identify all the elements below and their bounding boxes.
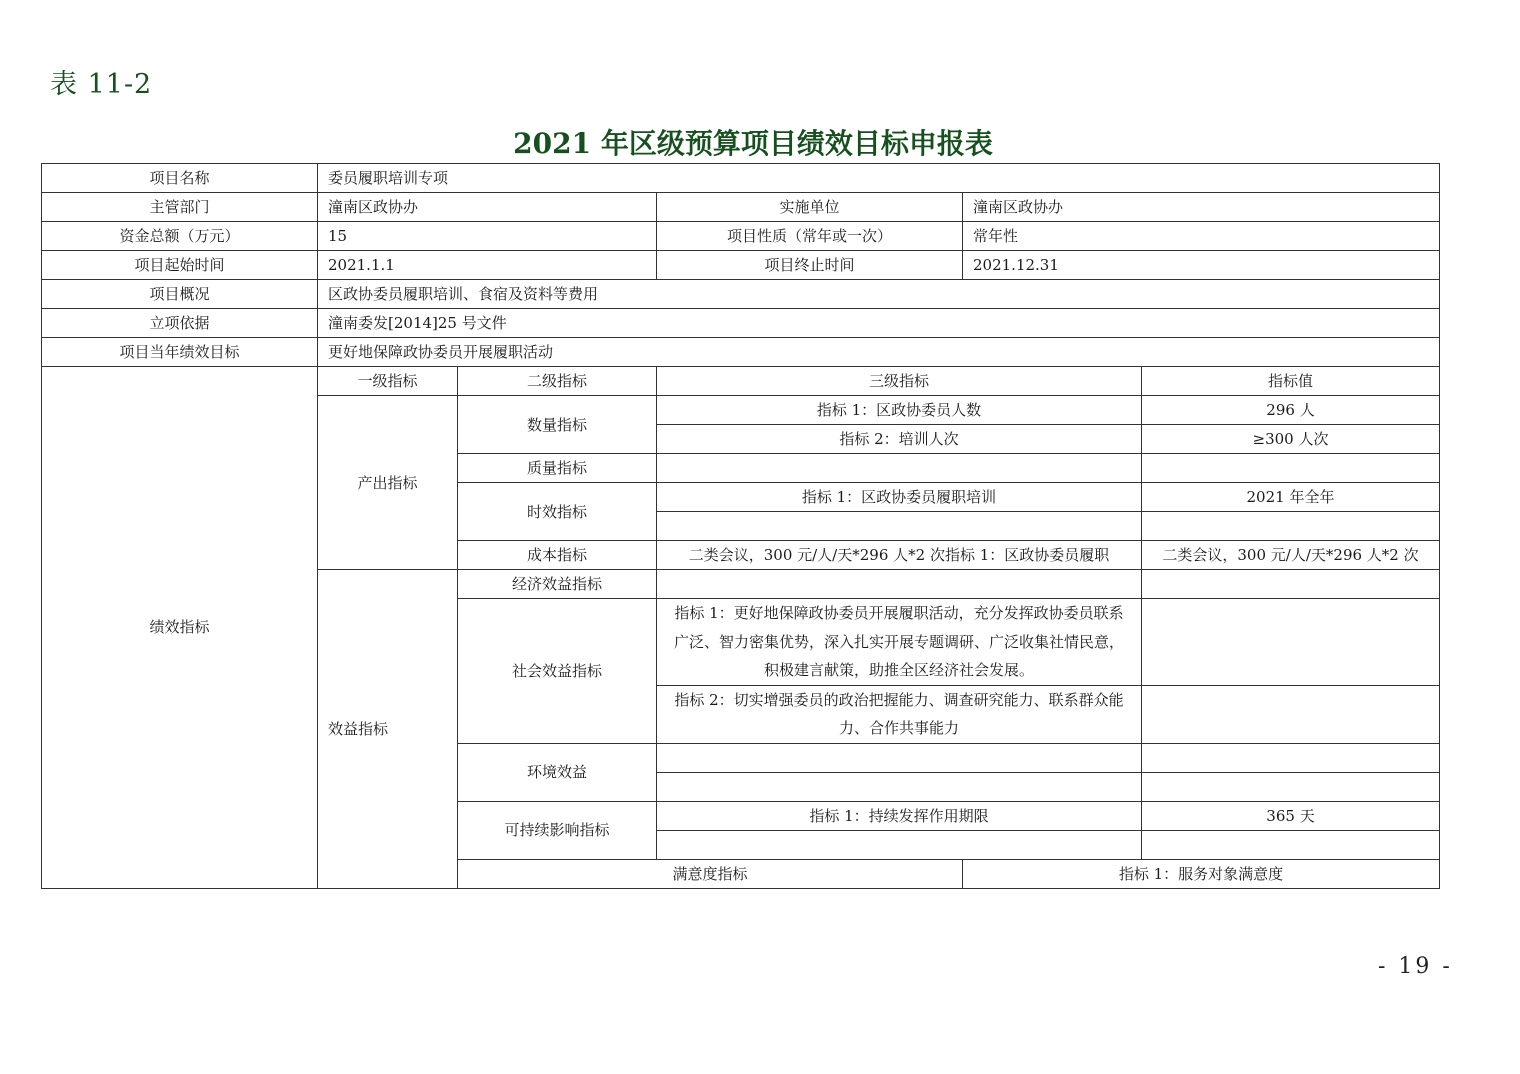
- dept-value: 潼南区政协办: [318, 193, 657, 222]
- end-label: 项目终止时间: [657, 251, 963, 280]
- nature-label: 项目性质（常年或一次）: [657, 222, 963, 251]
- document-title: 2021 年区级预算项目绩效目标申报表: [513, 127, 993, 160]
- quantity-value-1: 296 人: [1142, 396, 1440, 425]
- unit-label: 实施单位: [657, 193, 963, 222]
- sustain-label: 可持续影响指标: [458, 801, 657, 859]
- satisfaction-indicator: 指标 1：服务对象满意度: [963, 859, 1440, 888]
- unit-value: 潼南区政协办: [963, 193, 1440, 222]
- environment-indicator-2: [657, 772, 1142, 801]
- quality-value: [1142, 454, 1440, 483]
- header-level1: 一级指标: [318, 367, 458, 396]
- social-label: 社会效益指标: [458, 599, 657, 744]
- environment-indicator-1: [657, 743, 1142, 772]
- end-value: 2021.12.31: [963, 251, 1440, 280]
- perf-indicators-label: 绩效指标: [42, 367, 318, 889]
- page-number: - 19 -: [1378, 954, 1453, 979]
- cost-indicator: 二类会议，300 元/人/天*296 人*2 次指标 1：区政协委员履职: [657, 541, 1142, 570]
- project-name-label: 项目名称: [42, 164, 318, 193]
- cost-label: 成本指标: [458, 541, 657, 570]
- start-label: 项目起始时间: [42, 251, 318, 280]
- project-name-value: 委员履职培训专项: [318, 164, 1440, 193]
- quality-indicator: [657, 454, 1142, 483]
- timeliness-value-2: [1142, 512, 1440, 541]
- sustain-indicator-1: 指标 1：持续发挥作用期限: [657, 801, 1142, 830]
- satisfaction-label: 满意度指标: [458, 859, 963, 888]
- dept-label: 主管部门: [42, 193, 318, 222]
- sustain-value-2: [1142, 830, 1440, 859]
- social-indicator-1: 指标 1：更好地保障政协委员开展履职活动，充分发挥政协委员联系广泛、智力密集优势，深入扎实开展专题调研、广泛收集社情民意，积极建言献策，助推全区经济社会发展。: [657, 599, 1142, 686]
- timeliness-indicator-2: [657, 512, 1142, 541]
- quantity-indicator-1: 指标 1：区政协委员人数: [657, 396, 1142, 425]
- economic-value: [1142, 570, 1440, 599]
- table-number: 表 11-2: [50, 69, 153, 100]
- quality-label: 质量指标: [458, 454, 657, 483]
- social-value-2: [1142, 685, 1440, 743]
- goal-value: 更好地保障政协委员开展履职活动: [318, 338, 1440, 367]
- header-level2: 二级指标: [458, 367, 657, 396]
- environment-label: 环境效益: [458, 743, 657, 801]
- cost-value: 二类会议，300 元/人/天*296 人*2 次: [1142, 541, 1440, 570]
- nature-value: 常年性: [963, 222, 1440, 251]
- basis-value: 潼南委发[2014]25 号文件: [318, 309, 1440, 338]
- social-indicator-2: 指标 2：切实增强委员的政治把握能力、调查研究能力、联系群众能力、合作共事能力: [657, 685, 1142, 743]
- economic-label: 经济效益指标: [458, 570, 657, 599]
- benefit-indicators-label: 效益指标: [318, 570, 458, 889]
- output-indicators-label: 产出指标: [318, 396, 458, 570]
- social-value-1: [1142, 599, 1440, 686]
- fund-label: 资金总额（万元）: [42, 222, 318, 251]
- header-value: 指标值: [1142, 367, 1440, 396]
- timeliness-label: 时效指标: [458, 483, 657, 541]
- timeliness-value-1: 2021 年全年: [1142, 483, 1440, 512]
- quantity-label: 数量指标: [458, 396, 657, 454]
- sustain-value-1: 365 天: [1142, 801, 1440, 830]
- sustain-indicator-2: [657, 830, 1142, 859]
- quantity-value-2: ≥300 人次: [1142, 425, 1440, 454]
- header-level3: 三级指标: [657, 367, 1142, 396]
- economic-indicator: [657, 570, 1142, 599]
- fund-value: 15: [318, 222, 657, 251]
- environment-value-2: [1142, 772, 1440, 801]
- timeliness-indicator-1: 指标 1：区政协委员履职培训: [657, 483, 1142, 512]
- overview-label: 项目概况: [42, 280, 318, 309]
- overview-value: 区政协委员履职培训、食宿及资料等费用: [318, 280, 1440, 309]
- start-value: 2021.1.1: [318, 251, 657, 280]
- environment-value-1: [1142, 743, 1440, 772]
- performance-target-table: [41, 163, 1440, 889]
- basis-label: 立项依据: [42, 309, 318, 338]
- goal-label: 项目当年绩效目标: [42, 338, 318, 367]
- quantity-indicator-2: 指标 2：培训人次: [657, 425, 1142, 454]
